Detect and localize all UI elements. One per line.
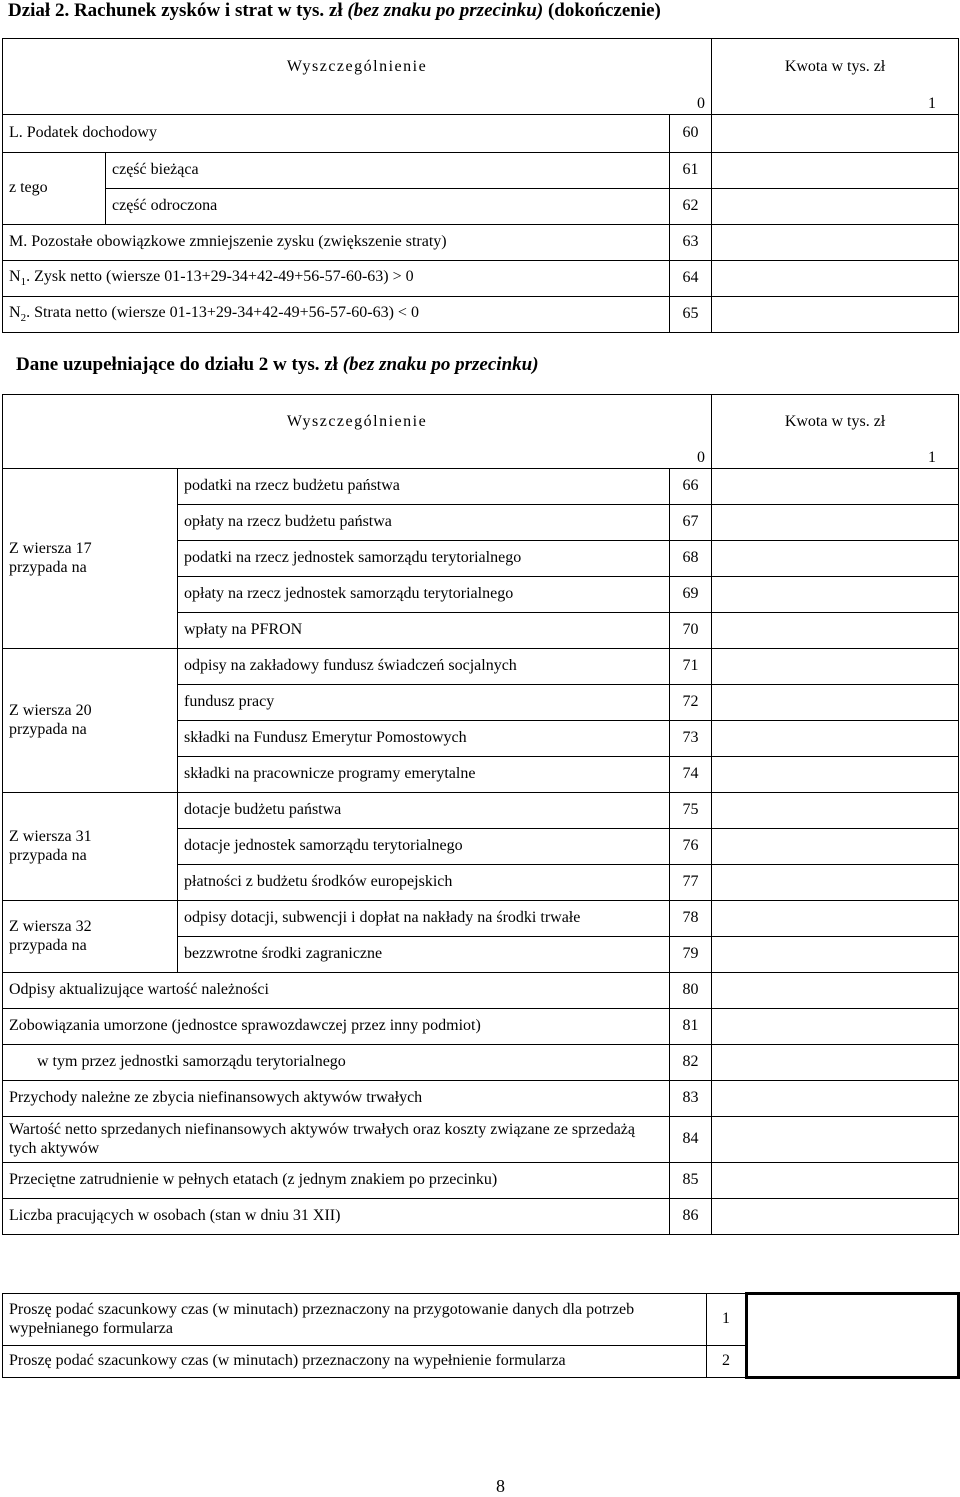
supplementary-title-main: Dane uzupełniające do działu 2 w tys. zł [16,354,338,375]
row-number: 81 [670,1009,712,1045]
amount-cell[interactable] [712,649,959,685]
row-label: podatki na rzecz budżetu państwa [178,469,670,505]
group-label-31: Z wiersza 31 przypada na [3,793,178,901]
group-label-20: Z wiersza 20 przypada na [3,649,178,793]
amount-cell[interactable] [712,757,959,793]
row-label: Przychody należne ze zbycia niefinansowych aktywów trwałych [3,1081,670,1117]
row-label: Przeciętne zatrudnienie w pełnych etatach (z jednym znakiem po przecinku) [3,1163,670,1199]
amount-cell[interactable] [712,937,959,973]
row-label: dotacje jednostek samorządu terytorialnego [178,829,670,865]
amount-cell[interactable] [712,1009,959,1045]
row-label: Wartość netto sprzedanych niefinansowych aktywów trwałych oraz koszty związane ze sprzedażą tych aktywów [3,1117,670,1163]
section-title-italic: (bez znaku po przecinku) [347,0,544,21]
row-number: 69 [670,577,712,613]
time-answer-box[interactable] [747,1294,959,1378]
amount-cell[interactable] [712,721,959,757]
amount-cell[interactable] [712,505,959,541]
row-number: 75 [670,793,712,829]
amount-cell[interactable] [712,577,959,613]
row-number: 68 [670,541,712,577]
row-label: $N_1$. Zysk netto (wiersze 01-13+29-34+42-49+56-57-60-63) > 0 [3,261,670,297]
section-title-end: (dokończenie) [547,0,661,21]
column-index-1: 1 [712,95,959,115]
row-label: fundusz pracy [178,685,670,721]
section-title [8,0,661,22]
row-number: 78 [670,901,712,937]
row-number: 77 [670,865,712,901]
amount-cell[interactable] [712,469,959,505]
amount-cell[interactable] [712,297,959,333]
page-number: 8 [496,1476,505,1496]
row-number: 86 [670,1199,712,1235]
section-title-main: Dział 2. Rachunek zysków i strat w tys. zł [8,0,343,21]
time-question: Proszę podać szacunkowy czas (w minutach) przeznaczony na wypełnienie formularza [3,1346,707,1378]
supplementary-title [16,354,539,376]
row-label: odpisy na zakładowy fundusz świadczeń socjalnych [178,649,670,685]
amount-cell[interactable] [712,115,959,153]
row-number: 72 [670,685,712,721]
row-label: Liczba pracujących w osobach (stan w dniu 31 XII) [3,1199,670,1235]
time-question-number: 1 [707,1294,747,1346]
header-amount: Kwota w tys. zł [712,39,959,95]
column-index-0: 0 [3,95,712,115]
header-description: Wyszczególnienie [3,39,712,95]
row-number: 82 [670,1045,712,1081]
row-label: dotacje budżetu państwa [178,793,670,829]
row-number: 80 [670,973,712,1009]
amount-cell[interactable] [712,865,959,901]
column-index-0: 0 [3,449,712,469]
time-question: Proszę podać szacunkowy czas (w minutach) przeznaczony na przygotowanie danych dla potrzeb wypełnianego formularza [3,1294,707,1346]
amount-cell[interactable] [712,973,959,1009]
row-number: 64 [670,261,712,297]
row-number: 83 [670,1081,712,1117]
group-label-17: Z wiersza 17 przypada na [3,469,178,649]
row-label: płatności z budżetu środków europejskich [178,865,670,901]
amount-cell[interactable] [712,685,959,721]
row-label: część odroczona [106,189,670,225]
row-label: odpisy dotacji, subwencji i dopłat na nakłady na środki trwałe [178,901,670,937]
row-number: 70 [670,613,712,649]
time-question-number: 2 [707,1346,747,1378]
row-number: 65 [670,297,712,333]
row-label: M. Pozostałe obowiązkowe zmniejszenie zysku (zwiększenie straty) [3,225,670,261]
amount-cell[interactable] [712,1117,959,1163]
row-label: podatki na rzecz jednostek samorządu terytorialnego [178,541,670,577]
row-label: Odpisy aktualizujące wartość należności [3,973,670,1009]
amount-cell[interactable] [712,189,959,225]
row-number: 79 [670,937,712,973]
row-number: 62 [670,189,712,225]
amount-cell[interactable] [712,1163,959,1199]
row-label: Zobowiązania umorzone (jednostce sprawozdawczej przez inny podmiot) [3,1009,670,1045]
group-label-32: Z wiersza 32 przypada na [3,901,178,973]
income-tax-table [2,38,959,333]
amount-cell[interactable] [712,261,959,297]
row-label: w tym przez jednostki samorządu terytorialnego [3,1045,670,1081]
row-number: 61 [670,153,712,189]
row-number: 76 [670,829,712,865]
row-number: 74 [670,757,712,793]
header-amount: Kwota w tys. zł [712,395,959,449]
row-label: bezzwrotne środki zagraniczne [178,937,670,973]
row-number: 85 [670,1163,712,1199]
column-index-1: 1 [712,449,959,469]
amount-cell[interactable] [712,541,959,577]
amount-cell[interactable] [712,1199,959,1235]
row-label: L. Podatek dochodowy [3,115,670,153]
row-label: składki na pracownicze programy emerytalne [178,757,670,793]
supplementary-table [2,394,959,1235]
amount-cell[interactable] [712,225,959,261]
amount-cell[interactable] [712,1045,959,1081]
row-number: 67 [670,505,712,541]
row-number: 66 [670,469,712,505]
row-label: składki na Fundusz Emerytur Pomostowych [178,721,670,757]
amount-cell[interactable] [712,153,959,189]
amount-cell[interactable] [712,1081,959,1117]
amount-cell[interactable] [712,901,959,937]
row-label: opłaty na rzecz budżetu państwa [178,505,670,541]
row-number: 71 [670,649,712,685]
supplementary-title-italic: (bez znaku po przecinku) [342,354,539,375]
row-label: część bieżąca [106,153,670,189]
row-number: 63 [670,225,712,261]
z-tego-label: z tego [3,153,106,225]
amount-cell[interactable] [712,613,959,649]
row-label: wpłaty na PFRON [178,613,670,649]
time-estimate-table [2,1292,960,1379]
row-number: 73 [670,721,712,757]
row-number: 84 [670,1117,712,1163]
row-label: $N_2$. Strata netto (wiersze 01-13+29-34+42-49+56-57-60-63) < 0 [3,297,670,333]
row-number: 60 [670,115,712,153]
header-description: Wyszczególnienie [3,395,712,449]
amount-cell[interactable] [712,793,959,829]
amount-cell[interactable] [712,829,959,865]
row-label: opłaty na rzecz jednostek samorządu terytorialnego [178,577,670,613]
